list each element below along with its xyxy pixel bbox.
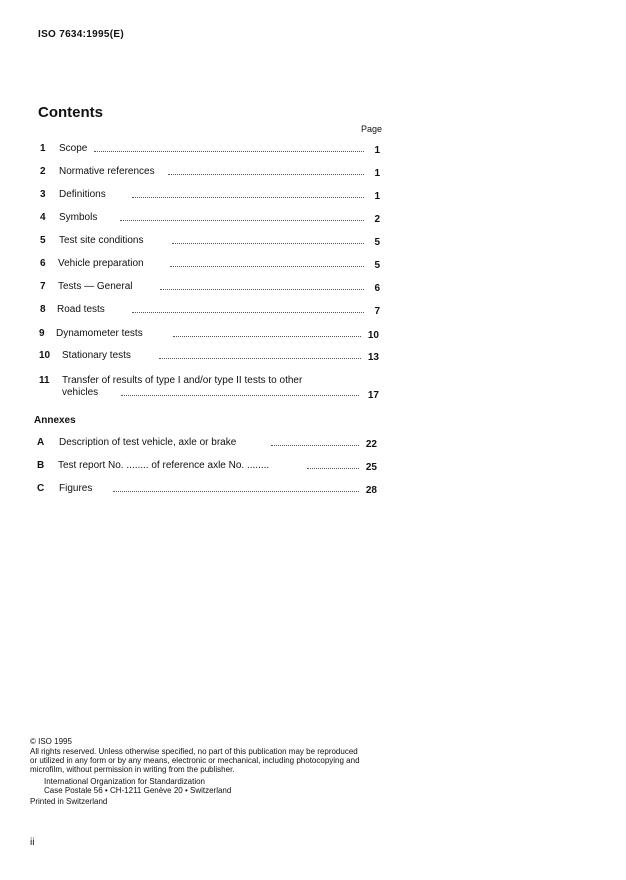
toc-label: Stationary tests	[62, 350, 131, 361]
annex-label: Description of test vehicle, axle or brake	[59, 437, 237, 448]
toc-number: 10	[39, 350, 51, 361]
dot-leader	[160, 289, 364, 290]
dot-leader	[121, 395, 359, 396]
dot-leader	[132, 312, 364, 313]
annex-page: 25	[365, 462, 377, 473]
annex-entry-a[interactable]	[37, 437, 381, 453]
toc-label: Normative references	[59, 166, 155, 177]
annex-page: 28	[365, 485, 377, 496]
annex-entry-b[interactable]	[37, 460, 381, 476]
toc-entry-5[interactable]	[40, 235, 384, 251]
toc-page: 6	[374, 283, 380, 294]
copyright-line: © ISO 1995	[30, 737, 72, 746]
dot-leader	[172, 243, 364, 244]
annexes-heading: Annexes	[34, 415, 76, 426]
toc-page: 1	[374, 168, 380, 179]
toc-page: 17	[367, 390, 379, 401]
dot-leader	[168, 174, 364, 175]
toc-entry-1[interactable]	[40, 143, 384, 159]
toc-entry-6[interactable]	[40, 258, 384, 274]
toc-page: 1	[374, 145, 380, 156]
toc-label: Vehicle preparation	[58, 258, 144, 269]
toc-number: 11	[39, 375, 50, 386]
annex-label: Figures	[59, 483, 93, 494]
toc-number: 5	[40, 235, 46, 246]
page-number: ii	[30, 837, 35, 848]
toc-entry-3[interactable]	[40, 189, 384, 205]
dot-leader	[113, 491, 359, 492]
annex-label: Test report No. ........ of reference axle No. ........	[58, 460, 270, 471]
dot-leader	[170, 266, 364, 267]
toc-label: Transfer of results of type I and/or type II tests to other	[62, 375, 303, 386]
toc-entry-4[interactable]	[40, 212, 384, 228]
toc-page: 5	[374, 237, 380, 248]
dot-leader	[132, 197, 364, 198]
dot-leader	[307, 468, 359, 469]
annex-entry-c[interactable]	[37, 483, 381, 499]
toc-label: Symbols	[59, 212, 98, 223]
toc-number: 1	[40, 143, 46, 154]
document-id: ISO 7634:1995(E)	[38, 29, 124, 40]
contents-title: Contents	[38, 104, 103, 121]
toc-number: 8	[40, 304, 46, 315]
toc-number: 7	[40, 281, 46, 292]
toc-number: 6	[40, 258, 46, 269]
toc-page: 1	[374, 191, 380, 202]
toc-page: 7	[374, 306, 380, 317]
toc-number: 9	[39, 328, 45, 339]
printed-in: Printed in Switzerland	[30, 797, 108, 806]
rights-line-3: microfilm, without permission in writing from the publisher.	[30, 765, 235, 774]
organization-name: International Organization for Standardization	[44, 777, 205, 786]
toc-entry-10[interactable]	[39, 350, 383, 366]
toc-number: 4	[40, 212, 46, 223]
toc-page: 5	[374, 260, 380, 271]
rights-line-2: or utilized in any form or by any means, electronic or mechanical, including photocopying and	[30, 756, 360, 765]
toc-label-continued: vehicles	[62, 387, 99, 398]
dot-leader	[120, 220, 364, 221]
toc-label: Road tests	[57, 304, 105, 315]
toc-entry-2[interactable]	[40, 166, 384, 182]
toc-entry-9[interactable]	[39, 328, 383, 344]
dot-leader	[159, 358, 361, 359]
annex-letter: A	[37, 437, 45, 448]
toc-number: 3	[40, 189, 46, 200]
dot-leader	[173, 336, 361, 337]
page-column-label: Page	[361, 124, 383, 134]
organization-address: Case Postale 56 • CH-1211 Genève 20 • Switzerland	[44, 786, 232, 795]
annex-letter: C	[37, 483, 45, 494]
toc-page: 2	[374, 214, 380, 225]
toc-number: 2	[40, 166, 46, 177]
toc-entry-11[interactable]	[39, 375, 383, 403]
annex-page: 22	[365, 439, 377, 450]
toc-entry-8[interactable]	[40, 304, 384, 320]
dot-leader	[94, 151, 364, 152]
annex-letter: B	[37, 460, 45, 471]
toc-label: Test site conditions	[59, 235, 144, 246]
toc-label: Scope	[59, 143, 88, 154]
dot-leader	[271, 445, 359, 446]
toc-label: Dynamometer tests	[56, 328, 143, 339]
toc-entry-7[interactable]	[40, 281, 384, 297]
toc-label: Tests — General	[58, 281, 133, 292]
rights-line-1: All rights reserved. Unless otherwise specified, no part of this publication may be reproduced	[30, 747, 358, 756]
toc-page: 10	[367, 330, 379, 341]
toc-page: 13	[367, 352, 379, 363]
toc-label: Definitions	[59, 189, 106, 200]
